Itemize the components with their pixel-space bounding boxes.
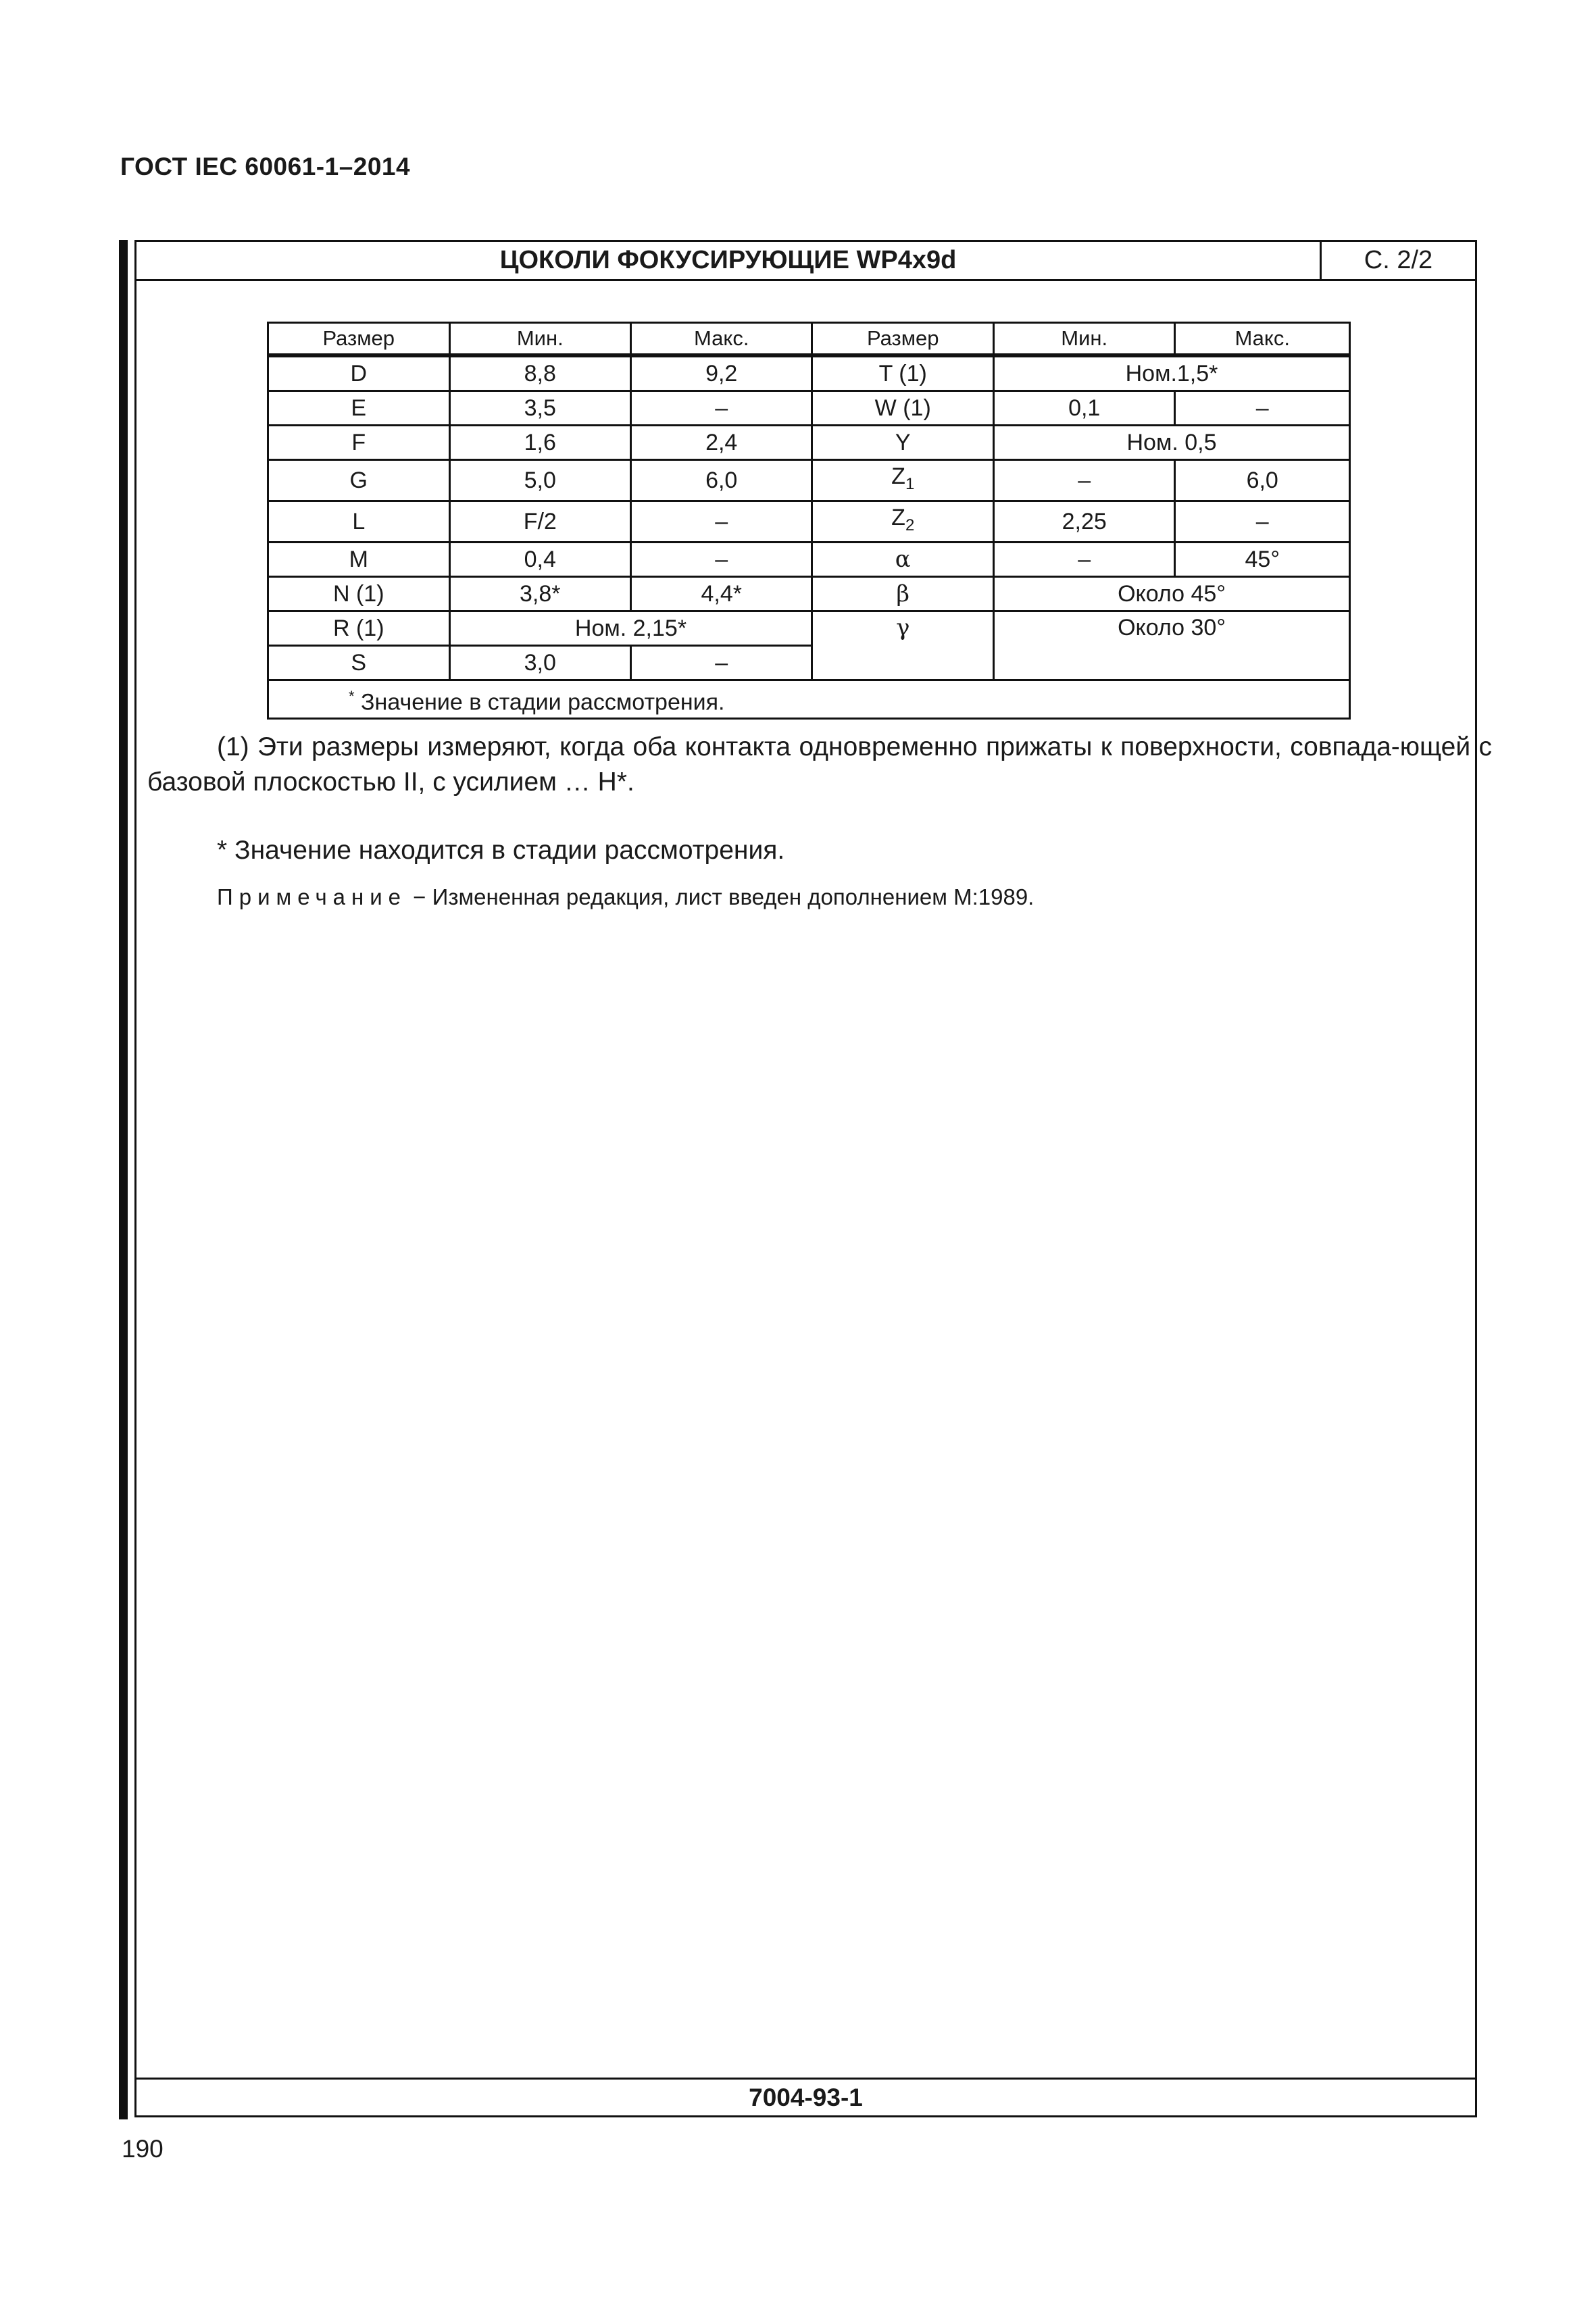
dimension-subscript: 1 xyxy=(905,475,915,493)
note-label: Примечание xyxy=(217,884,407,909)
dimensions-table xyxy=(267,322,1351,720)
table-row xyxy=(268,501,1350,543)
table-cell: G xyxy=(268,460,450,501)
table-cell: D xyxy=(268,355,450,391)
table-cell: 6,0 xyxy=(1175,460,1350,501)
column-header: Размер xyxy=(812,323,994,356)
table-cell: – xyxy=(630,543,812,577)
table-cell: – xyxy=(630,501,812,543)
table-cell: F xyxy=(268,426,450,460)
document-id: ГОСТ IEC 60061-1–2014 xyxy=(120,153,411,180)
table-row xyxy=(268,611,1350,646)
table-cell: E xyxy=(268,391,450,426)
table-row xyxy=(268,355,1350,391)
dimension-symbol: Z xyxy=(891,463,905,489)
column-header: Макс. xyxy=(630,323,812,356)
table-cell: N (1) xyxy=(268,577,450,611)
column-header: Макс. xyxy=(1175,323,1350,356)
footnote-text: Значение в стадии рассмотрения. xyxy=(361,689,725,715)
table-cell: T (1) xyxy=(812,355,994,391)
table-row xyxy=(268,391,1350,426)
column-header: Размер xyxy=(268,323,450,356)
table-row xyxy=(268,577,1350,611)
table-cell: 3,0 xyxy=(449,646,630,680)
footnote-mark: * xyxy=(349,688,355,705)
table-cell: 3,8* xyxy=(449,577,630,611)
dimension-symbol: Z xyxy=(891,505,905,530)
table-cell: Около 30° xyxy=(994,611,1350,680)
table-cell: – xyxy=(994,543,1175,577)
left-margin-bar xyxy=(119,240,128,2119)
sheet-page-indicator: С. 2/2 xyxy=(1364,246,1433,274)
column-header: Мин. xyxy=(449,323,630,356)
paragraph-under-review: * Значение находится в стадии рассмотрения. xyxy=(217,836,785,865)
table-cell: 2,25 xyxy=(994,501,1175,543)
sheet-code: 7004-93-1 xyxy=(136,2078,1475,2115)
sheet-frame xyxy=(134,240,1492,2117)
column-header: Мин. xyxy=(994,323,1175,356)
note xyxy=(217,884,1034,910)
table-row xyxy=(268,543,1350,577)
table-cell: – xyxy=(1175,391,1350,426)
table-row xyxy=(268,460,1350,501)
table-cell: 6,0 xyxy=(630,460,812,501)
table-cell: W (1) xyxy=(812,391,994,426)
table-cell: F/2 xyxy=(449,501,630,543)
note-text: − Измененная редакция, лист введен дополнением М:1989. xyxy=(407,884,1034,909)
table-header-row xyxy=(268,323,1350,356)
table-cell: S xyxy=(268,646,450,680)
sheet-title-row xyxy=(136,242,1475,281)
table-cell: Ном.1,5* xyxy=(994,355,1350,391)
table-cell: 9,2 xyxy=(630,355,812,391)
table-cell: Ном. 2,15* xyxy=(449,611,812,646)
dimension-subscript: 2 xyxy=(905,516,915,534)
table-cell: – xyxy=(630,646,812,680)
table-cell xyxy=(812,460,994,501)
table-cell: 3,5 xyxy=(449,391,630,426)
table-cell: 1,6 xyxy=(449,426,630,460)
table-cell: – xyxy=(1175,501,1350,543)
table-cell: R (1) xyxy=(268,611,450,646)
table-footnote xyxy=(268,680,1350,719)
table-cell: M xyxy=(268,543,450,577)
table-cell: 5,0 xyxy=(449,460,630,501)
table-cell: Ном. 0,5 xyxy=(994,426,1350,460)
table-cell: Y xyxy=(812,426,994,460)
table-cell: – xyxy=(630,391,812,426)
table-cell: α xyxy=(812,543,994,577)
table-cell: 0,1 xyxy=(994,391,1175,426)
table-cell: Около 45° xyxy=(994,577,1350,611)
table-footnote-row xyxy=(268,680,1350,719)
paragraph-measurement-condition: (1) Эти размеры измеряют, когда оба контакта одновременно прижаты к поверхности, совпада-ющей с базовой плоскостью II, с усилием … Н*. xyxy=(147,732,1492,797)
sheet-title: ЦОКОЛИ ФОКУСИРУЮЩИЕ WP4x9d xyxy=(499,246,957,274)
table-row xyxy=(268,426,1350,460)
table-cell: 2,4 xyxy=(630,426,812,460)
table-cell: 0,4 xyxy=(449,543,630,577)
table-cell xyxy=(812,501,994,543)
page-number: 190 xyxy=(122,2135,164,2163)
table-cell: L xyxy=(268,501,450,543)
table-cell: β xyxy=(812,577,994,611)
table-cell: 45° xyxy=(1175,543,1350,577)
table-cell: 8,8 xyxy=(449,355,630,391)
table-cell: γ xyxy=(812,611,994,680)
table-cell: – xyxy=(994,460,1175,501)
table-cell: 4,4* xyxy=(630,577,812,611)
